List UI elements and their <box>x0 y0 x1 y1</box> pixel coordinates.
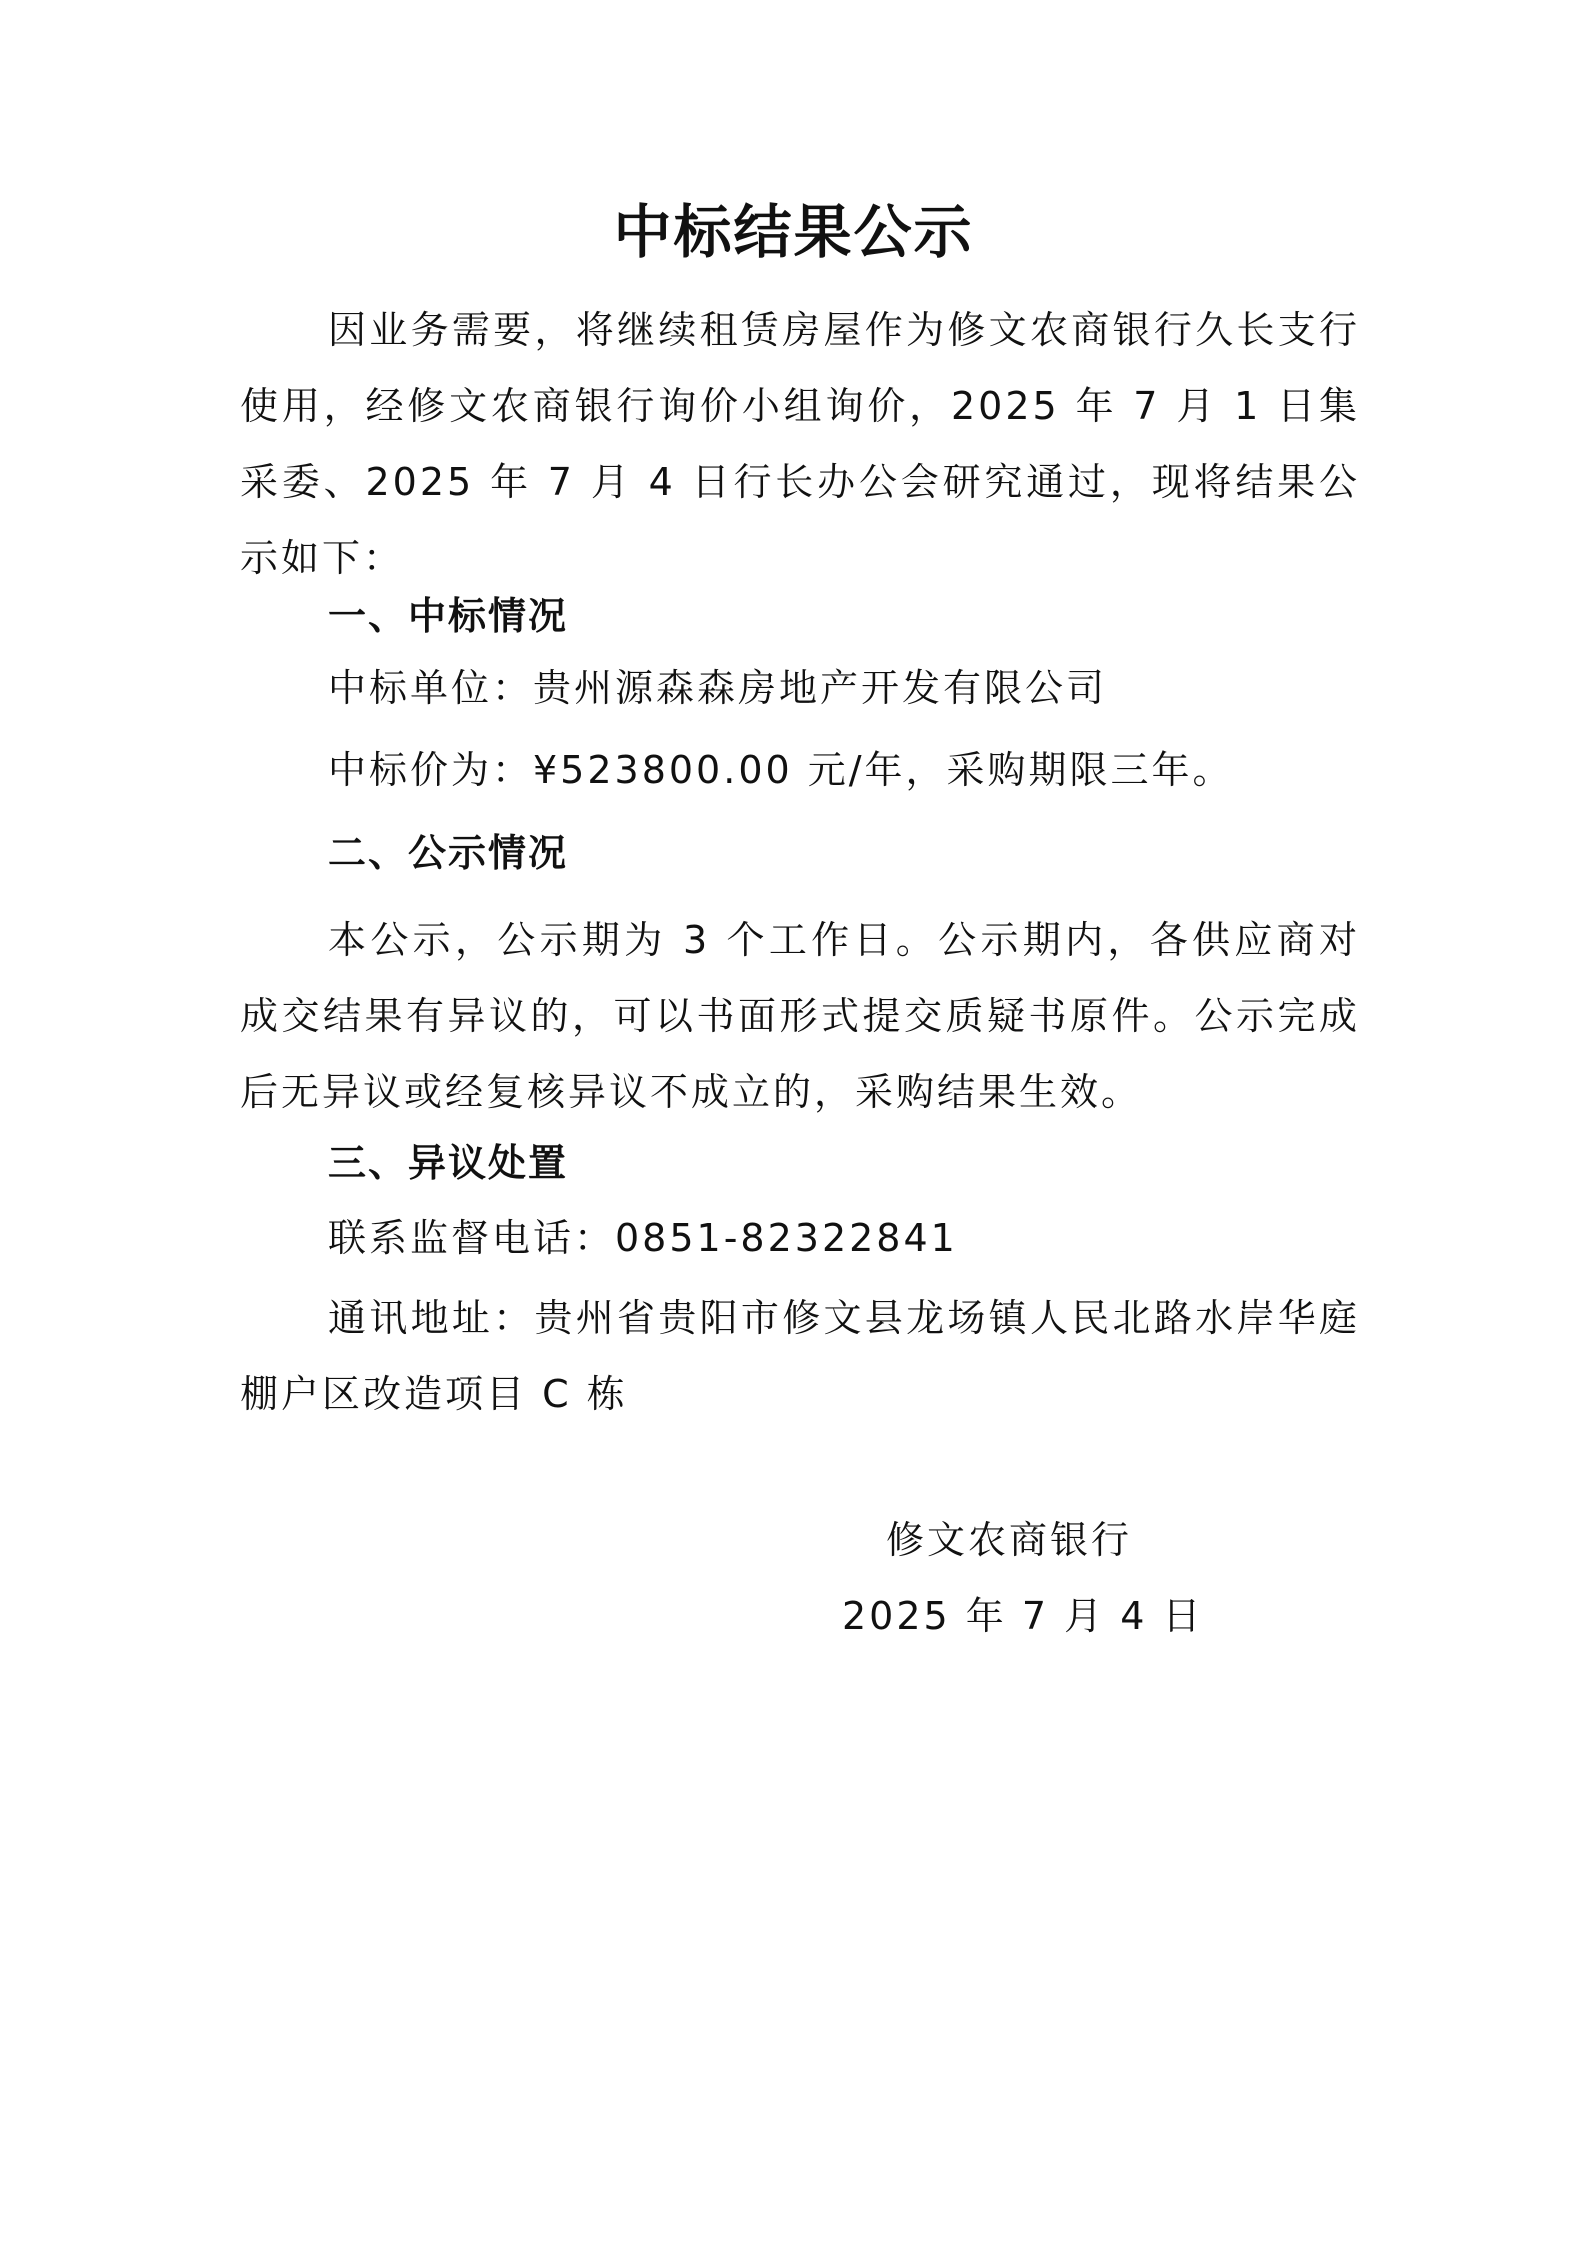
winner-line: 中标单位：贵州源森森房地产开发有限公司 <box>328 666 1108 710</box>
document-title: 中标结果公示 <box>613 198 974 266</box>
signature-org: 修文农商银行 <box>886 1518 1133 1562</box>
section-heading-objection: 三、异议处置 <box>328 1141 569 1185</box>
address-paragraph: 通讯地址：贵州省贵阳市修文县龙场镇人民北路水岸华庭棚户区改造项目 C 栋 <box>240 1296 1360 1416</box>
section-heading-bid-result: 一、中标情况 <box>328 594 569 638</box>
section-heading-publicity: 二、公示情况 <box>328 831 569 875</box>
signature-date: 2025 年 7 月 4 日 <box>842 1594 1204 1638</box>
phone-line: 联系监督电话：0851-82322841 <box>328 1216 958 1260</box>
publicity-paragraph: 本公示，公示期为 3 个工作日。公示期内，各供应商对成交结果有异议的，可以书面形式提交质疑书原件。公示完成后无异议或经复核异议不成立的，采购结果生效。 <box>240 918 1360 1114</box>
price-line: 中标价为：¥523800.00 元/年，采购期限三年。 <box>328 748 1234 792</box>
intro-paragraph: 因业务需要，将继续租赁房屋作为修文农商银行久长支行使用，经修文农商银行询价小组询价，2025 年 7 月 1 日集采委、2025 年 7 月 4 日行长办公会研究通过，现将结果公示如下： <box>240 308 1360 580</box>
